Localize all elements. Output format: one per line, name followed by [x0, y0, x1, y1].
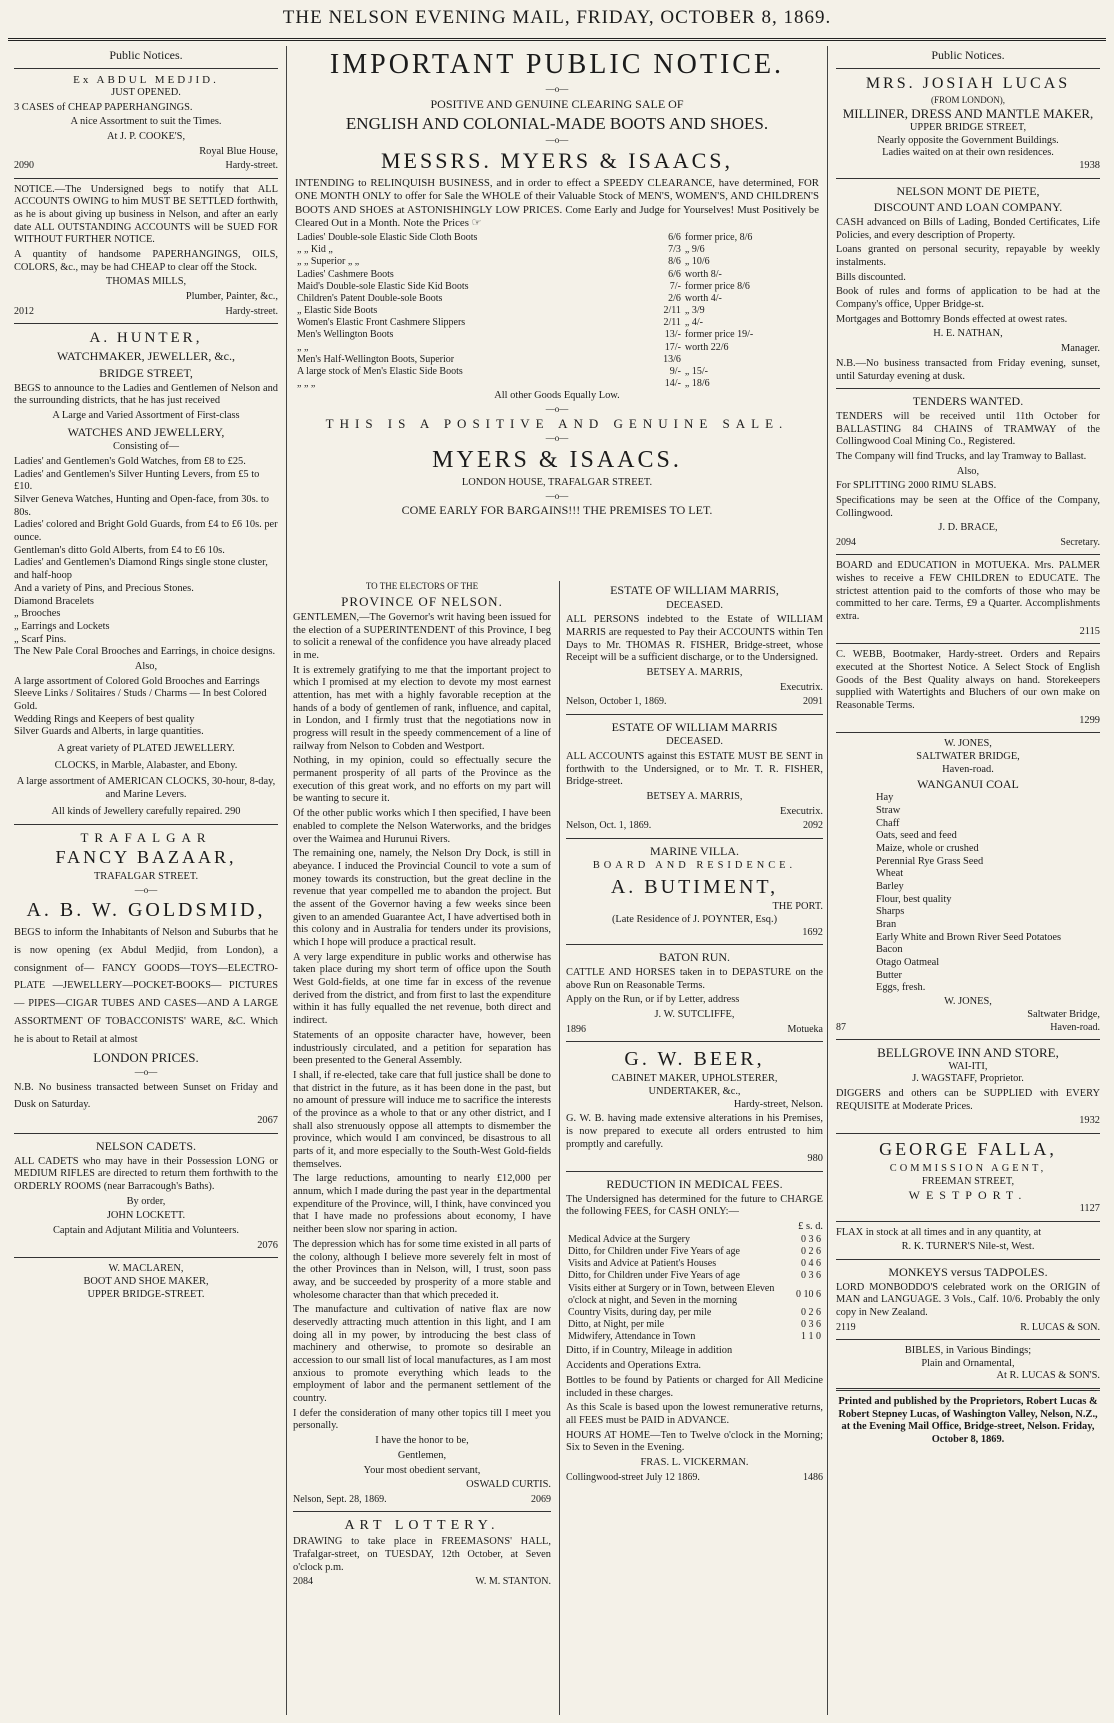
ad-marine-villa: MARINE VILLA. BOARD AND RESIDENCE. A. BUTIMENT, THE PORT. (Late Residence of J. POYNTER, Esq.) 1692 — [592, 843, 823, 938]
hunter-items: Ladies' and Gentlemen's Gold Watches, from £8 to £25. Ladies' and Gentlemen's Silver Hunting Levers, from £5 to £10. Silver Geneva Watches, Hunting and Open-face, from 30s. to 80s. Ladies' colored and Bright Gold Guards, from £4 to £6 10s. per ounce. Gentleman's ditto Gold Alberts, from £4 to £6 10s. Ladies' and Gentlemen's Diamond Rings single stone cluster, and half-hoop And a variety of Pins, and Precious Stones. Diamond Bracelets „ Brooches „ Earrings and Lockets „ Scarf Pins. The New Pale Coral Brooches and Earrings, in choice designs. — [14, 455, 278, 658]
price-item: „ „ Kid „ — [297, 244, 333, 256]
ad-tenders: TENDERS WANTED. TENDERS will be received until 11th October for BALLASTING 84 CHAINS of TRAMWAY of the Collingwood Coal Mining Co., Registered. The Company will find Trucks, and lay Tramway to Ballast. Also, For SPLITTING 2000 RIMU SLABS. Specifications may be seen at the Office of the Company, Collingwood. J. D. BRACE, 2094 Secretary. — [836, 394, 1100, 549]
fee-item: Ditto, for Children under Five Years of age — [568, 1270, 740, 1282]
price-was: former price 19/- — [684, 329, 754, 341]
price-row — [295, 256, 819, 268]
ad-maclaren: W. MACLAREN, BOOT AND SHOE MAKER, UPPER BRIDGE-STREET. — [83, 1263, 209, 1300]
ad-marris-2: ESTATE OF WILLIAM MARRIS DECEASED. ALL ACCOUNTS against this ESTATE MUST BE SENT in forthwith to the Undersigned, or to Mr. T. R. FISHER, Bridge-street. BETSEY A. MARRIS, Executrix. Nelson, Oct. 1, 1869. 2092 — [566, 719, 823, 832]
fees-table — [566, 1234, 823, 1344]
jones-items: Hay Straw Chaff Oats, seed and feed Maize, whole or crushed Perennial Rye Grass Seed Wheat Barley Flour, best quality Sharps Bran Early White and Brown River Seed Potatoes Bacon Otago Oatmeal Butter Eggs, fresh. — [876, 792, 1062, 994]
fee-fee: 0 2 6 — [801, 1245, 821, 1257]
price-row — [295, 378, 819, 390]
ad-board-education: BOARD and EDUCATION in MOTUEKA. Mrs. PALMER wishes to receive a FEW CHILDREN to EDUCATE. The strictest attention paid to the comforts of those who may be committed to her care. Terms, £9 a Quarter. Accomplishments extra. 2115 — [836, 560, 1100, 637]
price-now: 7/3 — [668, 244, 681, 256]
price-row — [295, 329, 819, 341]
fee-item: Midwifery, Attendance in Town — [568, 1331, 696, 1343]
ad-marris-1: ESTATE OF WILLIAM MARRIS, DECEASED. ALL PERSONS indebted to the Estate of WILLIAM MARRIS are requested to Pay their ACCOUNTS within Ten Days to Mr. THOMAS R. FISHER, Bridge-street, whose Receipt will be a sufficient discharge, or to the Undersigned. BETSEY A. MARRIS, Executrix. Nelson, October 1, 1869. 2091 — [566, 583, 823, 708]
price-was: „ 15/- — [684, 366, 708, 378]
price-was: „ 4/- — [684, 317, 703, 329]
fee-row — [566, 1270, 823, 1282]
price-item: „ „ Superior „ „ — [297, 256, 360, 268]
price-now: 7/- — [669, 280, 681, 292]
masthead-rule — [8, 38, 1106, 41]
column-right — [830, 46, 1106, 1715]
ad-electors: TO THE ELECTORS OF THE PROVINCE OF NELSON. GENTLEMEN,—The Governor's writ having been issued for the election of a SUPERINTENDENT of this Province, I beg to solicit a renewal of the confidence you have already placed in me. It is extremely gratifying to me that the important project to which I promised at my election to devote my most earnest attention, has met with a highly favorable reception at the hands of a body of gentlemen of rank, influence, and capital, in London, and I firmly trust that the negotiations now in progress will result in the speedy commencement of a line of railway from Nelson to Cobden and Westport. Nothing, in my opinion, could so effectually secure the permanent prosperity of all parts of the Province as the execution of this great work, and no efforts on my part will be wanting to secure it. Of the other public works which I then specified, I have been enabled to complete the Nelson Waterworks, and the bridges over the Waimea and Hurunui Rivers. The remaining one, namely, the Nelson Dry Dock, is still in abeyance. I induced the Provincial Council to vote a sum of money towards its construction, but the great decline in the revenue that year compelled me to abandon the project. But the assent of the Governor having a few weeks since been given to an amended Guarantee Act, I have advertised both in this colony and in Australia for tenders under its provisions, which I hope will produce a practical result. A very large expenditure in public works and otherwise has taken place during my short term of office upon the South West Gold-fields, at one time far in excess of the revenue derived from the district, and from first to last the expenditure within it has fully equalled the net revenue, both direct and indirect. Statements of an opposite character have, however, been industriously circulated, and a petition for separation has been presented to the General Assembly. I shall, if re-elected, take care that full justice shall be done to that district in the future, as it has been done in the past, but no amount of pressure will induce me to sacrifice the interests of the province as a whole to that or any other district, and I shall also strenuously oppose all attempts to dismember the province, which would I am convinced, be disastrous to all parts of it, and more especially to the South-West Gold-fields themselves. The large reductions, amounting to nearly £12,000 per annum, which I made during the past year in the departmental expenditure of the Province, will, I think, have convinced you that I have made no professions about economy, I have neither been slow nor sparing in action. The depression which has for some time existed in all parts of the colony, although I believe more severely felt in most of the other Provinces than in Nelson, will, I trust, soon pass away, and be succeeded by prosperity of a more stable and wholesome character than that which preceded it. The manufacture and cultivation of native flax are now deservedly attracting much attention in this light, and I am doing all in my power, by introducing the best class of machinery and otherwise, to promote so desirable an accession to our small list of local manufactures, as I am most anxious to promote everything which leads to the employment of labor and the permanent settlement of the country. I defer the consideration of many other topics till I meet you personally. I have the honor to be, Gentlemen, Your most obedient servant, OSWALD CURTIS. Nelson, Sept. 28, 1869. 2069 — [293, 581, 551, 1505]
price-item: „ „ — [297, 341, 309, 353]
fee-item: Ditto, at Night, per mile — [568, 1319, 665, 1331]
ad-bibles: BIBLES, in Various Bindings; Plain and Ornamental, At R. LUCAS & SON'S. — [904, 1344, 1100, 1382]
fee-row — [566, 1234, 823, 1246]
ad-lottery: ART LOTTERY. DRAWING to take place in FREEMASONS' HALL, Trafalgar-street, on TUESDAY, 12th October, at Seven o'clock p.m. 2084 W. M. STANTON. — [293, 1518, 551, 1588]
price-now: 14/- — [664, 378, 681, 390]
fee-item: Visits either at Surgery or in Town, between Eleven o'clock at night, and Seven in the morning — [568, 1282, 775, 1306]
price-row — [295, 269, 819, 281]
price-now: 13/6 — [663, 353, 681, 365]
price-was — [683, 354, 819, 366]
fee-item: Medical Advice at the Surgery — [568, 1233, 691, 1245]
column-center — [286, 46, 828, 1715]
price-item: Children's Patent Double-sole Boots — [297, 292, 443, 304]
price-was: worth 4/- — [684, 292, 722, 304]
price-item: Ladies' Cashmere Boots — [297, 268, 394, 280]
price-was: former price, 8/6 — [684, 231, 753, 243]
price-row — [295, 366, 819, 378]
ad-bellgrove: BELLGROVE INN AND STORE, WAI-ITI, J. WAGSTAFF, Proprietor. DIGGERS and others can be SUPPLIED with EVERY REQUISITE at Moderate Prices. 1932 — [836, 1044, 1100, 1127]
price-now: 2/11 — [663, 305, 681, 317]
fee-fee: 0 4 6 — [801, 1258, 821, 1270]
fee-row — [566, 1283, 823, 1307]
price-now: 6/6 — [668, 268, 681, 280]
fee-fee: 1 1 0 — [801, 1331, 821, 1343]
price-row — [295, 281, 819, 293]
price-row — [295, 342, 819, 354]
fee-fee: 0 10 6 — [796, 1288, 821, 1300]
ad-beer: G. W. BEER, CABINET MAKER, UPHOLSTERER, UNDERTAKER, &c., Hardy-street, Nelson. G. W. B. having made extensive alterations in his Premises, is now prepared to execute all orders entrusted to him promptly and carefully. 980 — [566, 1047, 823, 1165]
fee-item: Ditto, for Children under Five Years of age — [568, 1245, 740, 1257]
price-item: Men's Wellington Boots — [297, 329, 394, 341]
price-row — [295, 354, 819, 366]
price-was: worth 22/6 — [684, 341, 729, 353]
fee-item: Country Visits, during day, per mile — [568, 1306, 712, 1318]
ad-falla: GEORGE FALLA, COMMISSION AGENT, FREEMAN STREET, WESTPORT. 1127 — [879, 1139, 1100, 1214]
imprint: Printed and published by the Proprietors, Robert Lucas & Robert Stepney Lucas, of Washington Valley, Nelson, N.Z., at the Evening Mail Office, Bridge-street, Nelson. Friday, October 8, 1869. — [838, 1395, 1098, 1446]
fee-item: Visits and Advice at Patient's Houses — [568, 1258, 717, 1270]
price-now: 9/- — [669, 366, 681, 378]
fee-fee: 0 3 6 — [801, 1319, 821, 1331]
price-now: 6/6 — [668, 231, 681, 243]
price-was: former price 8/6 — [684, 280, 750, 292]
fee-row — [566, 1246, 823, 1258]
col1-heading: Public Notices. — [109, 48, 183, 62]
price-item: „ „ „ — [297, 378, 316, 390]
ad-lucas-millinery: MRS. JOSIAH LUCAS (FROM LONDON), MILLINER, DRESS AND MANTLE MAKER, UPPER BRIDGE STREET, Nearly opposite the Government Buildings. Ladies waited on at their own residences. 1938 — [842, 74, 1100, 172]
price-row — [295, 293, 819, 305]
ad-mills: NOTICE.—The Undersigned begs to notify that ALL ACCOUNTS OWING to him MUST BE SETTLED forthwith, as he is about giving up business in Nelson, and after an early date ALL OUTSTANDING ACCOUNTS will be SUED FOR WITHOUT FURTHER NOTICE. A quantity of handsome PAPERHANGINGS, OILS, COLORS, &c., may be had CHEAP to clear off the Stock. THOMAS MILLS, Plumber, Painter, &c., 2012 Hardy-street. — [14, 183, 278, 317]
ad-medjid: Ex ABDUL MEDJID. JUST OPENED. 3 CASES of CHEAP PAPERHANGINGS. A nice Assortment to suit the Times. At J. P. COOKE'S, Royal Blue House, 2090 Hardy-street. — [14, 73, 278, 172]
price-now: 8/6 — [668, 256, 681, 268]
price-row — [295, 305, 819, 317]
ad-myers-isaacs: IMPORTANT PUBLIC NOTICE. —o— POSITIVE AND GENUINE CLEARING SALE OF ENGLISH AND COLONIAL-MADE BOOTS AND SHOES. —o— MESSRS. MYERS & ISAACS, INTENDING to RELINQUISH BUSINESS, and in order to effect a SPEEDY CLEARANCE, have determined, FOR ONE MONTH ONLY to offer for Sale the WHOLE of their Valuable Stock of MEN'S, WOMEN'S, AND CHILDREN'S BOOTS AND SHOES at ASTONISHINGLY LOW PRICES. Come Early and Judge for Yourselves! Must Positively be Cleared Out in a Month. Note the Prices ☞ Ladies' Double-sole Elastic Side Cloth Boots 6/6 former price, 8/6 „ „ Kid „ 7/3 „ 9/6 „ „ Superior „ „ 8/6 „ 10/6 Ladies' Cashmere Boots 6/6 worth 8/- Maid's Double-sole Elastic Side Kid Boots 7/- former price 8/6 Children's Patent Double-sole Boots 2/6 worth 4/- „ Elastic Side Boots 2/11 „ 3/9 Women's Elastic Front Cashmere Slippers 2/11 „ 4/- Men's Wellington Boots 13/- former price 19/- „ „ 17/- worth 22/6 Men's Half-Wellington Boots, Superior 13/6 A large stock of Men's Elastic Side Boots 9/- „ 15/- „ „ „ 14/- „ 18/6 All other Goods Equally Low. —o— THIS IS A POSITIVE AND GENUINE SALE. —o— MYERS & ISAACS. LONDON HOUSE, TRAFALGAR STREET. —o— COME EARLY FOR BARGAINS!!! THE PREMISES TO LET. — [295, 49, 819, 517]
fee-row — [566, 1307, 823, 1319]
ad-hunter: A. HUNTER, WATCHMAKER, JEWELLER, &c., BRIDGE STREET, BEGS to announce to the Ladies and Gentlemen of Nelson and the surrounding districts, that he has just received A Large and Varied Assortment of First-class WATCHES AND JEWELLERY, Consisting of— Ladies' and Gentlemen's Gold Watches, from £8 to £25. Ladies' and Gentlemen's Silver Hunting Levers, from £5 to £10. Silver Geneva Watches, Hunting and Open-face, from 30s. to 80s. Ladies' colored and Bright Gold Guards, from £4 to £6 10s. per ounce. Gentleman's ditto Gold Alberts, from £4 to £6 10s. Ladies' and Gentlemen's Diamond Rings single stone cluster, and half-hoop And a variety of Pins, and Precious Stones. Diamond Bracelets „ Brooches „ Earrings and Lockets „ Scarf Pins. The New Pale Coral Brooches and Earrings, in choice designs. Also, A large assortment of Colored Gold Brooches and Earrings Sleeve Links / Solitaires / Studs / Charms — In best Colored Gold. Wedding Rings and Keepers of best quality Silver Guards and Alberts, in large quantities. A great variety of PLATED JEWELLERY. CLOCKS, in Marble, Alabaster, and Ebony. A large assortment of AMERICAN CLOCKS, 30-hour, 8-day, and Marine Levers. All kinds of Jewellery carefully repaired. 290 — [14, 330, 278, 817]
price-now: 17/- — [664, 341, 681, 353]
price-row — [295, 317, 819, 329]
masthead: THE NELSON EVENING MAIL, FRIDAY, OCTOBER 8, 1869. — [282, 7, 832, 28]
price-list — [295, 232, 819, 390]
price-row — [295, 232, 819, 244]
ad-mont-de-piete: NELSON MONT DE PIETE, DISCOUNT AND LOAN COMPANY. CASH advanced on Bills of Lading, Bonded Certificates, Life Policies, and every description of Property. Loans granted on personal security, repayable by weekly instalments. Bills discounted. Book of rules and forms of application to be had at the Company's office, Upper Bridge-st. Mortgages and Bottomry Bonds effected at owest rates. H. E. NATHAN, Manager. N.B.—No business transacted from Friday evening, sunset, until Saturday evening at dusk. — [836, 183, 1100, 382]
hunter-items-2: A large assortment of Colored Gold Brooches and Earrings Sleeve Links / Solitaires / Studs / Charms — In best Colored Gold. Wedding Rings and Keepers of best quality Silver Guards and Alberts, in large quantities. A great variety of PLATED JEWELLERY. CLOCKS, in Marble, Alabaster, and Ebony. A large assortment of AMERICAN CLOCKS, 30-hour, 8-day, and Marine Levers. All kinds of Jewellery carefully repaired. 290 — [14, 675, 276, 817]
price-was: „ 3/9 — [684, 305, 705, 317]
price-was: „ 9/6 — [684, 244, 705, 256]
ad-baton-run: BATON RUN. CATTLE AND HORSES taken in to DEPASTURE on the above Run on Reasonable Terms. Apply on the Run, or if by Letter, address J. W. SUTCLIFFE, 1896 Motueka — [566, 950, 823, 1035]
column-left — [8, 46, 284, 1715]
price-row — [295, 244, 819, 256]
ad-jones: W. JONES, SALTWATER BRIDGE, Haven-road. WANGANUI COAL Hay Straw Chaff Oats, seed and feed Maize, whole or crushed Perennial Rye Grass Seed Wheat Barley Flour, best quality Sharps Bran Early White and Brown River Seed Potatoes Bacon Otago Oatmeal Butter Eggs, fresh. W. JONES, Saltwater Bridge, 87 Haven-road. — [836, 738, 1100, 1033]
ad-medical-fees: REDUCTION IN MEDICAL FEES. The Undersigned has determined for the future to CHARGE the following FEES, for CASH ONLY:— £ s. d. Medical Advice at the Surgery 0 3 6 Ditto, for Children under Five Years of age 0 2 6 Visits and Advice at Patient's Houses 0 4 6 Ditto, for Children under Five Years of age 0 3 6 Visits either at Surgery or in Town, between Eleven o'clock at night, and Seven in the morning 0 10 6 Country Visits, during day, per mile 0 2 6 Ditto, at Night, per mile 0 3 6 Midwifery, Attendance in Town 1 1 0 Ditto, if in Country, Mileage in addition Accidents and Operations Extra. Bottles to be found by Patients or charged for All Medicine included in these charges. As this Scale is based upon the lowest remunerative returns, all FEES must be PAID in ADVANCE. HOURS AT HOME—Ten to Twelve o'clock in the Morning; Six to Seven in the Evening. FRAS. L. VICKERMAN. Collingwood-street July 12 1869. 1486 — [566, 1177, 823, 1483]
ad-monkeys: MONKEYS versus TADPOLES. LORD MONBODDO'S celebrated work on the ORIGIN of MAN and LANGUAGE. 3 Vols., Calf. 10/6. Probably the only copy in New Zealand. 2119 R. LUCAS & SON. — [836, 1265, 1100, 1333]
price-item: Ladies' Double-sole Elastic Side Cloth Boots — [297, 231, 478, 243]
price-was: „ 18/6 — [684, 378, 710, 390]
ad-webb: C. WEBB, Bootmaker, Hardy-street. Orders and Repairs executed at the Shortest Notice. A Select Stock of English Goods of the Best Quality always on hand. Storekeepers supplied with Watertights and Bluchers of our own make on Reasonable Terms. 1299 — [836, 649, 1100, 726]
ad-flax: FLAX in stock at all times and in any quantity, at R. K. TURNER'S Nile-st, West. — [836, 1226, 1042, 1253]
price-now: 2/6 — [668, 292, 681, 304]
ad-bazaar: TRAFALGAR FANCY BAZAAR, TRAFALGAR STREET. —o— A. B. W. GOLDSMID, BEGS to inform the Inhabitants of Nelson and Suburbs that he is now opening (ex Abdul Medjid, from London), a consignment of— FANCY GOODS—TOYS—ELECTRO-PLATE —JEWELLERY—POCKET-BOOKS— PICTURES — PIPES—CIGAR TUBES AND CASES—AND A LARGE ASSORTMENT OF TOBACCONISTS' WARE, &C. Which he is about to Retail at almost LONDON PRICES. —o— N.B. No business transacted between Sunset on Friday and Dusk on Saturday. 2067 — [14, 829, 278, 1127]
column-center-left — [287, 581, 557, 1715]
column-center-right — [559, 581, 828, 1715]
price-item: Women's Elastic Front Cashmere Slippers — [297, 317, 466, 329]
price-item: Maid's Double-sole Elastic Side Kid Boots — [297, 280, 469, 292]
ad-cadets: NELSON CADETS. ALL CADETS who may have in their Possession LONG or MEDIUM RIFLES are directed to return them forthwith to the ORDERLY ROOMS (near Barracough's Baths). By order, JOHN LOCKETT. Captain and Adjutant Militia and Volunteers. 2076 — [14, 1138, 278, 1251]
col3-heading: Public Notices. — [931, 48, 1005, 62]
price-item: „ Elastic Side Boots — [297, 305, 378, 317]
price-was: worth 8/- — [684, 268, 722, 280]
price-now: 13/- — [664, 329, 681, 341]
fee-fee: 0 3 6 — [801, 1233, 821, 1245]
fee-fee: 0 2 6 — [801, 1306, 821, 1318]
fee-row — [566, 1331, 823, 1343]
price-item: Men's Half-Wellington Boots, Superior — [297, 353, 455, 365]
fee-row — [566, 1258, 823, 1270]
price-now: 2/11 — [663, 317, 681, 329]
fee-row — [566, 1319, 823, 1331]
price-item: A large stock of Men's Elastic Side Boots — [297, 366, 463, 378]
electors-letter: GENTLEMEN,—The Governor's writ having been issued for the election of a SUPERINTENDENT of this Province, I beg to solicit a renewal of the confidence you have already placed in me. It is extremely gratifying to me that the important project to which I promised at my election to devote my most earnest attention, has met with a highly favorable reception at the hands of a body of gentlemen of rank, influence, and capital, in London, and I firmly trust that the negotiations now in progress will result in the speedy commencement of a line of railway from Nelson to Cobden and Westport. Nothing, in my opinion, could so effectually secure the permanent prosperity of all parts of the Province as the execution of this great work, and no efforts on my part will be wanting to secure it. Of the other public works which I then specified, I have been enabled to complete the Nelson Waterworks, and the bridges over the Waimea and Hurunui Rivers. The remaining one, namely, the Nelson Dry Dock, is still in abeyance. I induced the Provincial Council to vote a sum of money towards its construction, but the great decline in the revenue that year compelled me to abandon the project. But the assent of the Governor having a few weeks since been given to an amended Guarantee Act, I have advertised both in this colony and in Australia for tenders under its provisions, which I hope will produce a practical result. A very large expenditure in public works and otherwise has taken place during my short term of office upon the South West Gold-fields, at one time far in excess of the revenue derived from the district, and from first to last the expenditure within it has fully equalled the net revenue, both direct and indirect. Statements of an opposite character have, however, been industriously circulated, and a petition for separation has been presented to the General Assembly. I shall, if re-elected, take care that full justice shall be done to that district in the future, as it has been done in the past, but no amount of pressure will induce me to sacrifice the interests of the province as a whole to that or any other district, and I shall also strenuously oppose all attempts to dismember the province, which would I am convinced, be disastrous to all parts of it, and more especially to the South-West Gold-fields themselves. The large reductions, amounting to nearly £12,000 per annum, which I made during the past year in the departmental expenditure of the Province, will, I think, have convinced you that I have made no professions about economy, I have neither been slow nor sparing in action. The depression which has for some time existed in all parts of the colony, although I believe more severely felt in most of the other Provinces than in Nelson, will, I trust, soon pass away, and be succeeded by prosperity of a more stable and wholesome character than that which preceded it. The manufacture and cultivation of native flax are now deservedly attracting much attention in this light, and I am doing all in my power, by introducing the best class of machinery and otherwise, to promote so desirable an accession to our small list of local manufactures, as I am most anxious to promote everything which leads to the employment of labor and the permanent settlement of the country. I defer the consideration of many other topics till I meet you personally. — [293, 611, 551, 1432]
fee-fee: 0 3 6 — [801, 1270, 821, 1282]
price-was: „ 10/6 — [684, 256, 710, 268]
